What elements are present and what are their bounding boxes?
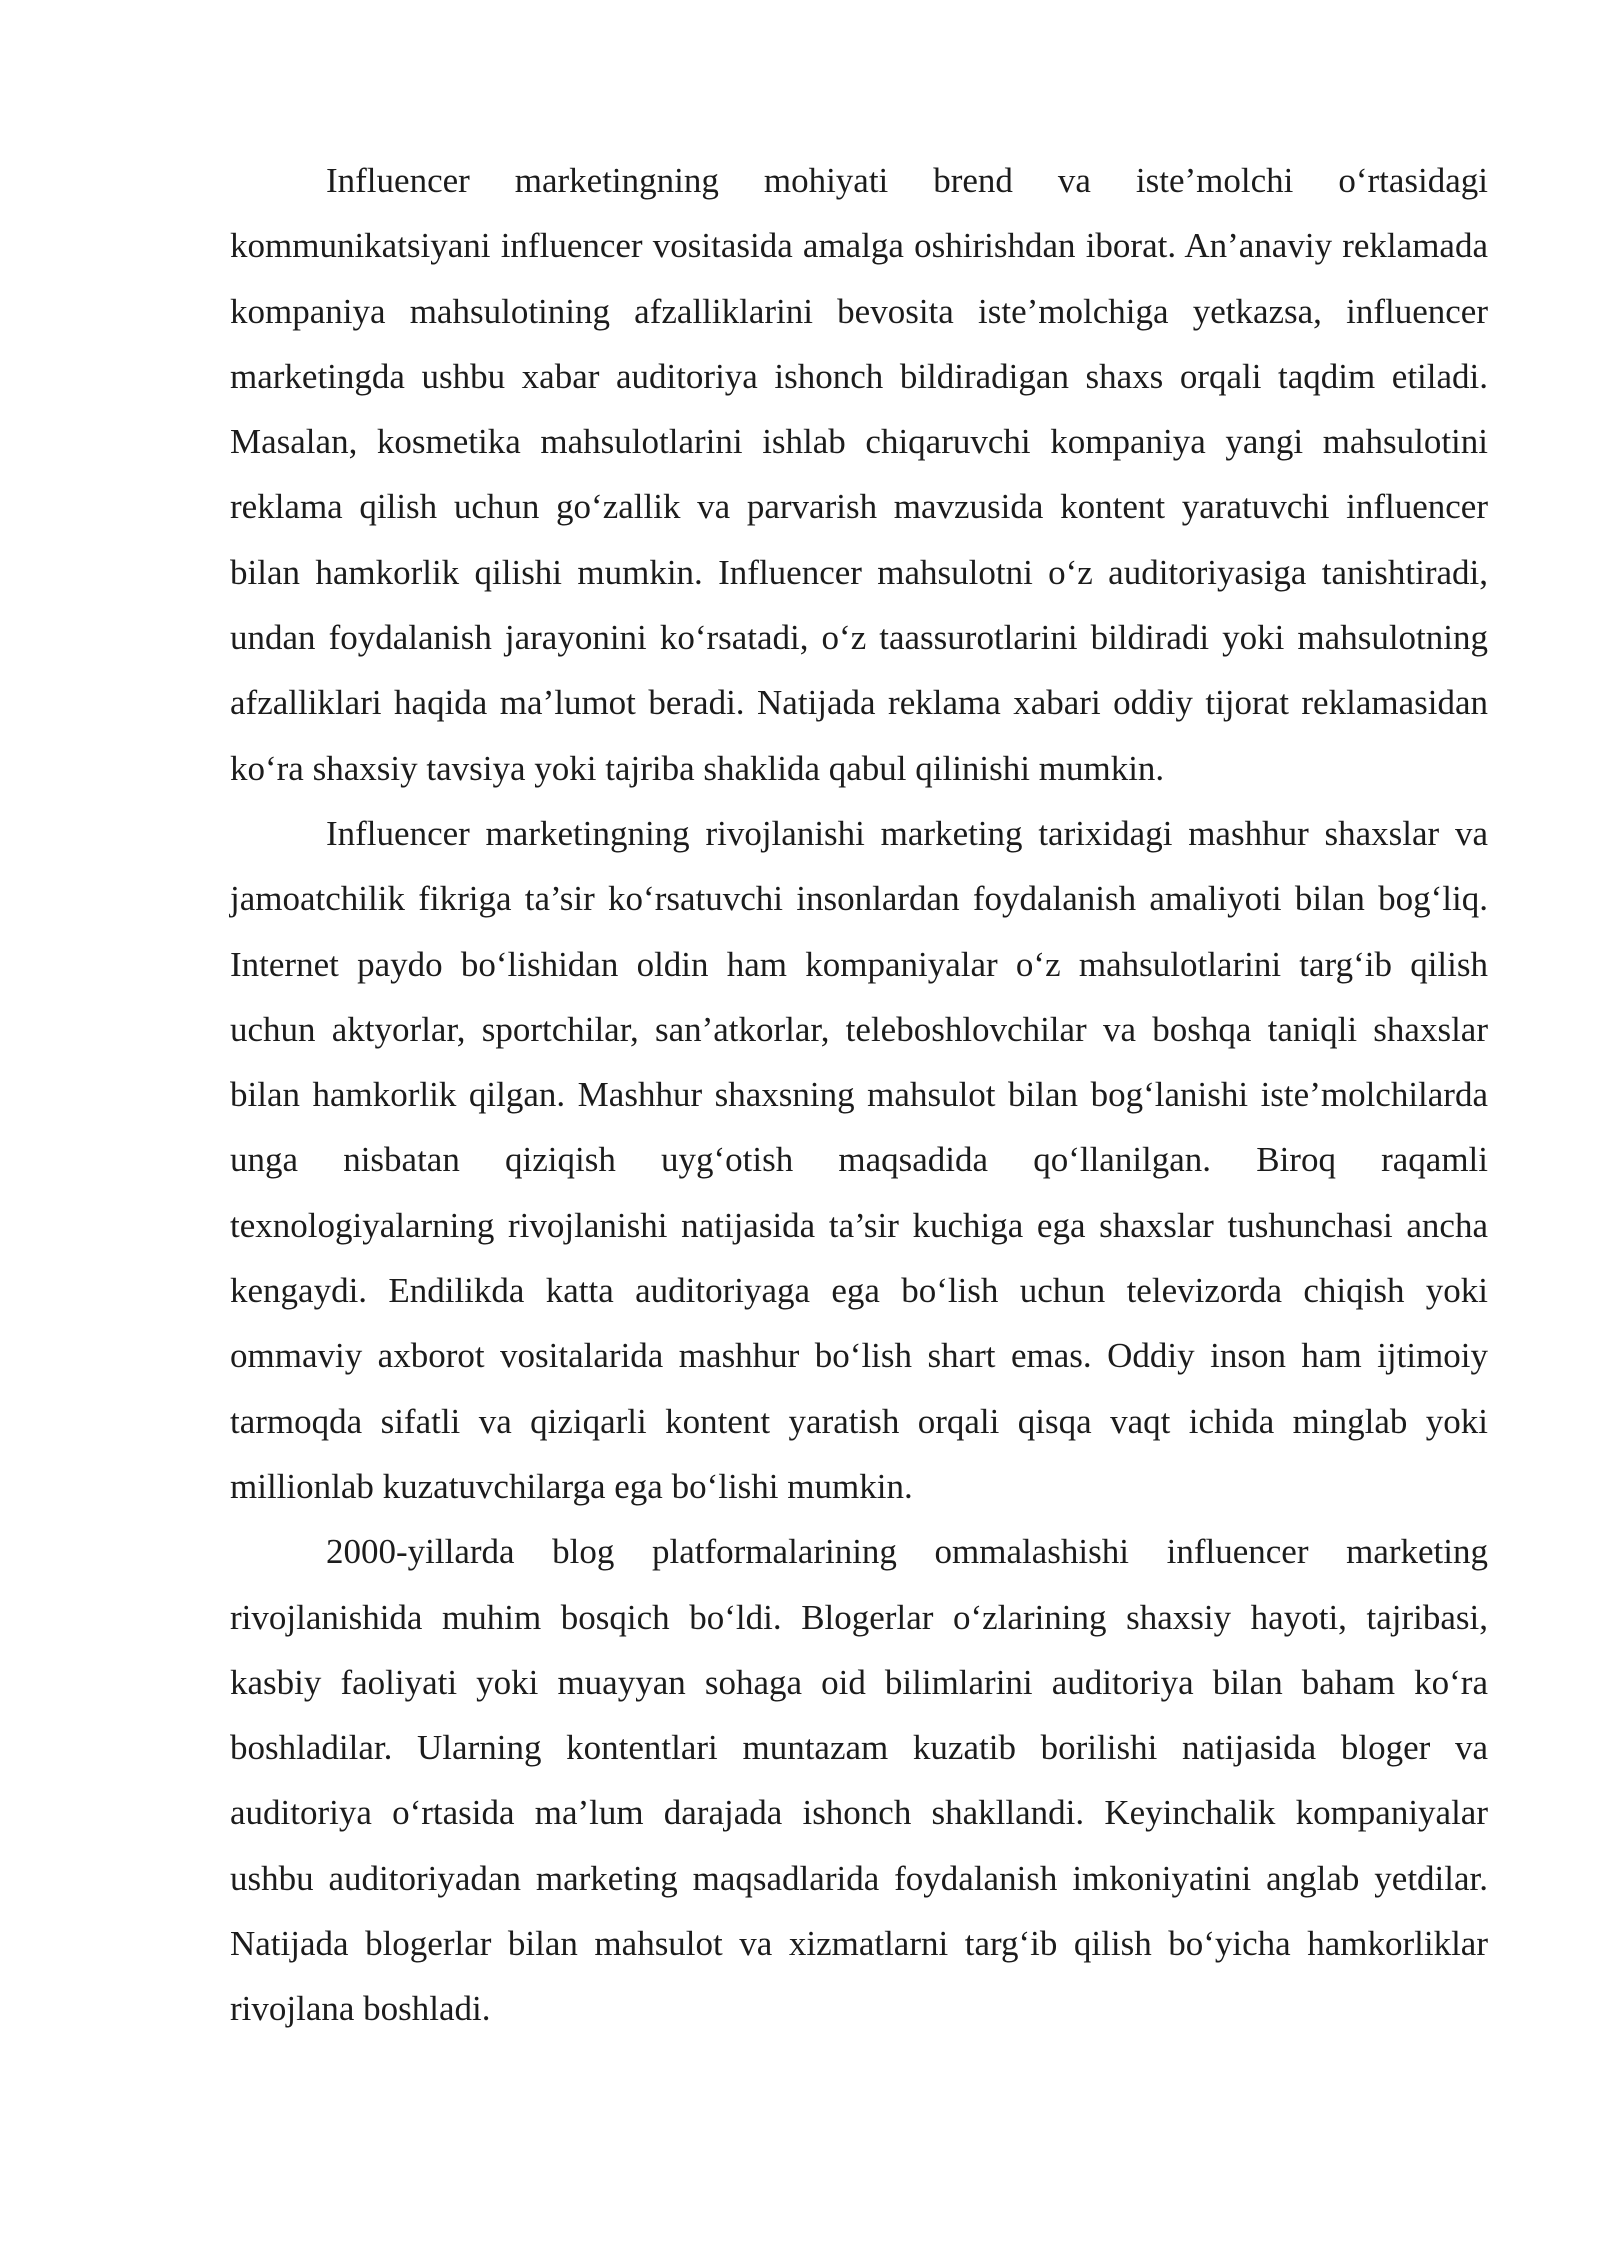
paragraph-1: Influencer marketingning mohiyati brend va iste’molchi o‘rtasidagi kommunikatsiyani influencer vositasida amalga oshirishdan iborat. An’anaviy reklamada kompaniya mahsulotining afzalliklarini bevosita iste’molchiga yetkazsa, influencer marketingda ushbu xabar auditoriya ishonch bildiradigan shaxs orqali taqdim etiladi. Masalan, kosmetika mahsulotlarini ishlab chiqaruvchi kompaniya yangi mahsulotini reklama qilish uchun go‘zallik va parvarish mavzusida kontent yaratuvchi influencer bilan hamkorlik qilishi mumkin. Influencer mahsulotni o‘z auditoriyasiga tanishtiradi, undan foydalanish jarayonini ko‘rsatadi, o‘z taassurotlarini bildiradi yoki mahsulotning afzalliklari haqida ma’lumot beradi. Natijada reklama xabari oddiy tijorat reklamasidan ko‘ra shaxsiy tavsiya yoki tajriba shaklida qabul qilinishi mumkin. [230,161,1488,788]
paragraph-2: Influencer marketingning rivojlanishi marketing tarixidagi mashhur shaxslar va jamoatchilik fikriga ta’sir ko‘rsatuvchi insonlardan foydalanish amaliyoti bilan bog‘liq. Internet paydo bo‘lishidan oldin ham kompaniyalar o‘z mahsulotlarini targ‘ib qilish uchun aktyorlar, sportchilar, san’atkorlar, teleboshlovchilar va boshqa taniqli shaxslar bilan hamkorlik qilgan. Mashhur shaxsning mahsulot bilan bog‘lanishi iste’molchilarda unga nisbatan qiziqish uyg‘otish maqsadida qo‘llanilgan. Biroq raqamli texnologiyalarning rivojlanishi natijasida ta’sir kuchiga ega shaxslar tushunchasi ancha kengaydi. Endilikda katta auditoriyaga ega bo‘lish uchun televizorda chiqish yoki ommaviy axborot vositalarida mashhur bo‘lish shart emas. Oddiy inson ham ijtimoiy tarmoqda sifatli va qiziqarli kontent yaratish orqali qisqa vaqt ichida minglab yoki millionlab kuzatuvchilarga ega bo‘lishi mumkin. [230,813,1488,1506]
body-text [230,148,1488,2042]
paragraph-3: 2000-yillarda blog platformalarining ommalashishi influencer marketing rivojlanishida muhim bosqich bo‘ldi. Blogerlar o‘zlarining shaxsiy hayoti, tajribasi, kasbiy faoliyati yoki muayyan sohaga oid bilimlarini auditoriya bilan baham ko‘ra boshladilar. Ularning kontentlari muntazam kuzatib borilishi natijasida bloger va auditoriya o‘rtasida ma’lum darajada ishonch shakllandi. Keyinchalik kompaniyalar ushbu auditoriyadan marketing maqsadlarida foydalanish imkoniyatini anglab yetdilar. Natijada blogerlar bilan mahsulot va xizmatlarni targ‘ib qilish bo‘yicha hamkorliklar rivojlana boshladi. [230,1532,1488,2029]
